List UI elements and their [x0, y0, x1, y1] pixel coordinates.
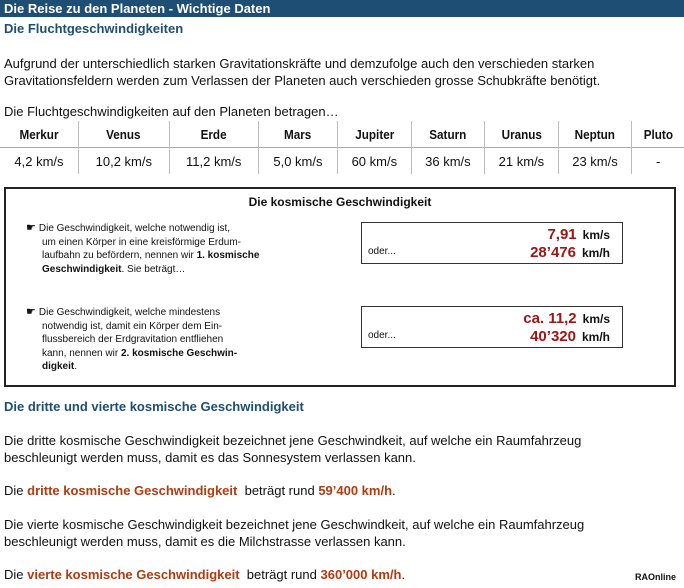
planet-values-row — [0, 148, 684, 175]
second-unit-kmh: km/h — [581, 330, 610, 344]
planet-value: 23 km/s — [558, 148, 632, 175]
oder-label: oder... — [368, 246, 396, 257]
second-value-kmh: 40’320 — [530, 328, 576, 345]
first-cosmic-result — [361, 222, 623, 264]
planet-value: 21 km/s — [485, 148, 559, 175]
section-heading-flucht: Die Fluchtgeschwindigkeiten — [4, 21, 184, 36]
planet-name: Pluto — [634, 121, 681, 148]
planet-value: 4,2 km/s — [14, 153, 64, 169]
second-desc-line-4 — [26, 347, 316, 361]
third-cosmic-value-line — [4, 482, 680, 499]
pointing-hand-icon: ☛ — [26, 306, 36, 318]
second-desc-line-1 — [26, 306, 316, 320]
first-desc-text-4: . Sie beträgt… — [121, 263, 186, 275]
second-result-kmh — [530, 328, 610, 345]
first-desc-line-3 — [26, 249, 316, 263]
second-desc-line-5 — [26, 360, 316, 374]
planet-table — [0, 121, 684, 174]
second-unit-kms: km/s — [582, 312, 610, 326]
second-desc-bold-4: 2. kosmische Geschwin- — [120, 347, 238, 359]
planet-name: Venus — [83, 121, 165, 148]
second-value-kms: ca. 11,2 — [523, 310, 577, 327]
fourth-value-pre: Die — [4, 567, 28, 582]
third-para-line-2: beschleunigt werden muss, damit es das Sonnesystem verlassen kann. — [4, 450, 416, 465]
first-desc-text-1: Die Geschwindigkeit, welche notwendig ist, — [38, 223, 231, 234]
kosmisch-title: Die kosmische Geschwindigkeit — [248, 195, 432, 209]
first-cosmic-description — [26, 222, 316, 276]
third-value-mid: beträgt rund — [237, 483, 319, 498]
third-cosmic-value: 59’400 km/h — [318, 483, 393, 498]
planet-value: 10,2 km/s — [78, 148, 169, 175]
fourth-value-end: . — [401, 567, 406, 582]
first-desc-line-4 — [26, 263, 316, 277]
first-desc-text-3: laufbahn zu befördern, nennen wir — [42, 250, 197, 261]
intro-paragraph — [4, 55, 680, 89]
first-unit-kmh: km/h — [581, 246, 610, 260]
planet-name: Erde — [174, 121, 254, 148]
lead-text: Die Fluchtgeschwindigkeiten auf den Planeten betragen… — [4, 104, 339, 119]
third-value-end: . — [392, 483, 396, 498]
planet-value: 60 km/s — [338, 148, 412, 175]
planet-name: Mars — [262, 121, 333, 148]
page-header: Die Reise zu den Planeten - Wichtige Daten — [0, 0, 684, 17]
second-desc-text-1: Die Geschwindigkeit, welche mindestens — [38, 307, 221, 318]
fourth-cosmic-highlight: vierte kosmische Geschwindigkeit — [27, 567, 240, 582]
first-desc-bold-3: 1. kosmische — [196, 250, 260, 261]
first-unit-kms: km/s — [582, 228, 610, 242]
planet-name: Jupiter — [341, 121, 407, 148]
first-desc-bold-4: Geschwindigkeit — [42, 263, 122, 275]
planet-names-row — [0, 121, 684, 148]
third-cosmic-highlight: dritte kosmische Geschwindigkeit — [27, 483, 238, 498]
second-desc-text-4: kann, nennen wir — [42, 347, 121, 359]
intro-line-1: Aufgrund der unterschiedlich starken Gravitationskräfte und demzufolge auch den verschieden starken — [4, 56, 595, 71]
pointing-hand-icon: ☛ — [26, 222, 36, 234]
second-desc-bold-5: digkeit — [42, 361, 75, 372]
planet-value: 11,2 km/s — [169, 148, 258, 175]
planet-name: Neptun — [562, 121, 628, 148]
fourth-value-mid: beträgt rund — [239, 567, 321, 582]
second-desc-text-5: . — [74, 361, 78, 372]
fourth-cosmic-value-line — [4, 566, 680, 583]
first-desc-line-1 — [26, 222, 316, 236]
second-result-kms — [523, 310, 610, 327]
fourth-cosmic-paragraph — [4, 516, 680, 550]
second-desc-line-3: flussbereich der Erdgravitation entfliehen — [42, 334, 224, 345]
third-para-line-1: Die dritte kosmische Geschwindigkeit bezeichnet jene Geschwindkeit, auf welche ein Raumfahrzeug — [4, 433, 582, 448]
raonline-credit: RAOnline — [634, 572, 676, 582]
planet-name: Saturn — [415, 121, 481, 148]
planet-value: 36 km/s — [411, 148, 485, 175]
oder-label: oder... — [368, 330, 396, 341]
planet-value: - — [632, 148, 684, 175]
second-cosmic-result — [361, 306, 623, 348]
planet-name: Merkur — [19, 126, 59, 142]
first-result-kms — [547, 226, 610, 243]
fourth-para-line-1: Die vierte kosmische Geschwindigkeit bezeichnet jene Geschwindkeit, auf welche ein Raumfahrzeug — [4, 517, 585, 532]
intro-line-2: Gravitationsfeldern werden zum Verlassen der Planeten auch verschieden grosse Schubkräfte benötigt. — [4, 73, 601, 88]
kosmische-geschwindigkeit-box — [4, 187, 676, 387]
planet-value: 5,0 km/s — [258, 148, 337, 175]
section-heading-dritte-vierte: Die dritte und vierte kosmische Geschwindigkeit — [4, 399, 304, 414]
first-value-kmh: 28’476 — [530, 244, 576, 261]
planet-name: Uranus — [488, 121, 554, 148]
fourth-cosmic-value: 360’000 km/h — [320, 567, 402, 582]
first-result-kmh — [530, 244, 610, 261]
second-cosmic-description — [26, 306, 316, 374]
third-value-pre: Die — [4, 483, 28, 498]
second-desc-line-2: notwendig ist, damit ein Körper dem Ein- — [42, 320, 223, 332]
fourth-para-line-2: beschleunigt werden muss, damit es die Milchstrasse verlassen kann. — [4, 534, 406, 549]
third-cosmic-paragraph — [4, 432, 680, 466]
first-value-kms: 7,91 — [547, 226, 577, 243]
first-desc-line-2: um einen Körper in eine kreisförmige Erdum- — [42, 236, 241, 248]
